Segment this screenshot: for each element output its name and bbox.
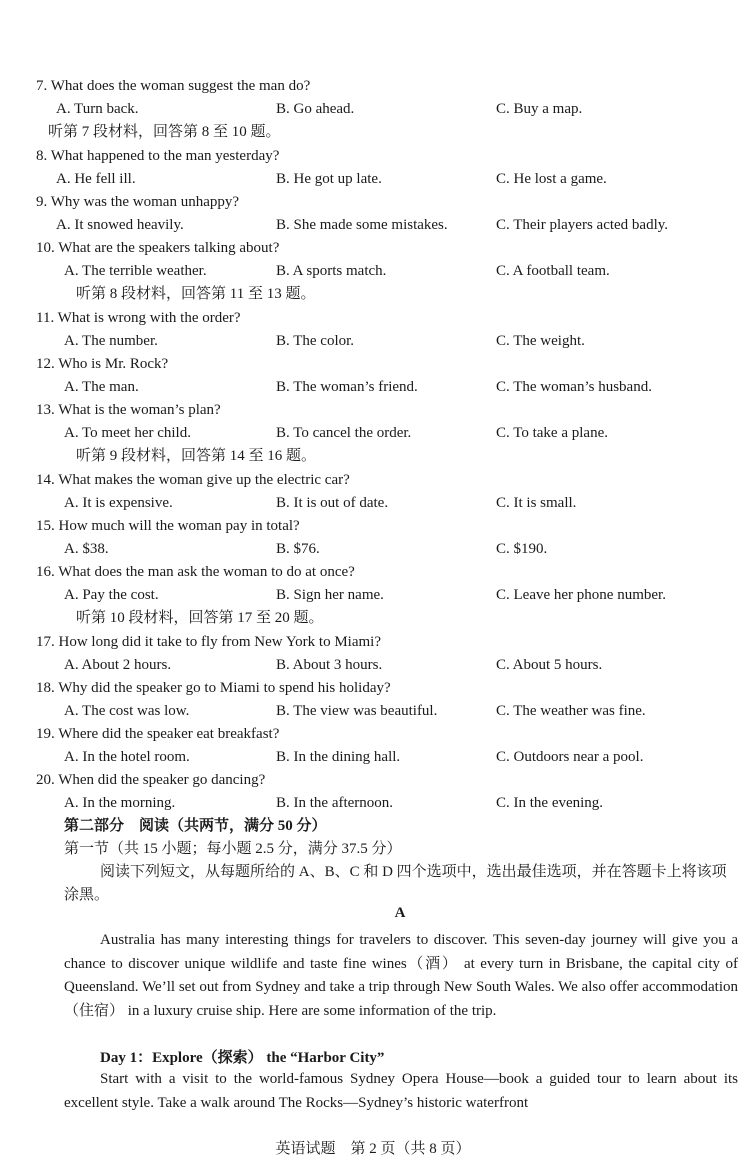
q7-option-a: A. Turn back. — [56, 101, 139, 117]
day-1-heading: Day 1：Explore（探索） the “Harbor City” — [100, 1050, 385, 1066]
section-one-title: 第一节（共 15 小题；每小题 2.5 分，满分 37.5 分） — [64, 841, 402, 857]
q10-option-b: B. A sports match. — [276, 263, 387, 279]
q20-option-a: A. In the morning. — [64, 795, 176, 811]
q8-option-c: C. He lost a game. — [496, 171, 607, 187]
q16-option-c: C. Leave her phone number. — [496, 587, 666, 603]
passage-label: A — [394, 905, 406, 921]
question-19: 19. Where did the speaker eat breakfast? — [36, 726, 280, 742]
question-16: 16. What does the man ask the woman to do at once? — [36, 564, 355, 580]
instruction-section-10: 听第 10 段材料，回答第 17 至 20 题。 — [76, 610, 324, 626]
q15-option-a: A. $38. — [64, 541, 109, 557]
q11-option-a: A. The number. — [64, 333, 158, 349]
q20-option-c: C. In the evening. — [496, 795, 604, 811]
instruction-section-9: 听第 9 段材料，回答第 14 至 16 题。 — [76, 448, 317, 464]
question-17: 17. How long did it take to fly from New York to Miami? — [36, 634, 381, 650]
q9-option-a: A. It snowed heavily. — [56, 217, 184, 233]
q15-option-c: C. $190. — [496, 541, 548, 557]
instruction-section-8: 听第 8 段材料，回答第 11 至 13 题。 — [76, 286, 316, 302]
q15-option-b: B. $76. — [276, 541, 320, 557]
q16-option-b: B. Sign her name. — [276, 587, 384, 603]
q8-option-a: A. He fell ill. — [56, 171, 136, 187]
q11-option-b: B. The color. — [276, 333, 355, 349]
reading-directions: 阅读下列短文，从每题所给的 A、B、C 和 D 四个选项中，选出最佳选项，并在答题卡上将该项涂黑。 — [64, 864, 727, 903]
question-13: 13. What is the woman’s plan? — [36, 402, 221, 418]
q14-option-a: A. It is expensive. — [64, 495, 173, 511]
part-two-title: 第二部分 阅读（共两节，满分 50 分） — [64, 818, 327, 834]
question-9: 9. Why was the woman unhappy? — [36, 194, 240, 210]
question-20: 20. When did the speaker go dancing? — [36, 772, 266, 788]
question-14: 14. What makes the woman give up the electric car? — [36, 472, 350, 488]
q10-option-a: A. The terrible weather. — [64, 263, 207, 279]
q13-option-c: C. To take a plane. — [496, 425, 608, 441]
question-12: 12. Who is Mr. Rock? — [36, 356, 169, 372]
q19-option-b: B. In the dining hall. — [276, 749, 401, 765]
q17-option-b: B. About 3 hours. — [276, 657, 383, 673]
q10-option-c: C. A football team. — [496, 263, 610, 279]
question-18: 18. Why did the speaker go to Miami to spend his holiday? — [36, 680, 391, 696]
q18-option-b: B. The view was beautiful. — [276, 703, 438, 719]
q9-option-b: B. She made some mistakes. — [276, 217, 448, 233]
q8-option-b: B. He got up late. — [276, 171, 382, 187]
q18-option-c: C. The weather was fine. — [496, 703, 646, 719]
q19-option-a: A. In the hotel room. — [64, 749, 190, 765]
passage-paragraph-1: Australia has many interesting things for travelers to discover. This seven-day journey will give you a chance to discover unique wildlife and taste fine wines（酒） at every turn in Brisbane, the capital city of Queensland. We’ll set out from Sydney and take a trip through New South Wales. We also offer accommodation（住宿） in a luxury cruise ship. Here are some information of the trip. — [64, 932, 738, 1019]
q13-option-a: A. To meet her child. — [64, 425, 191, 441]
q16-option-a: A. Pay the cost. — [64, 587, 159, 603]
instruction-section-7: 听第 7 段材料，回答第 8 至 10 题。 — [48, 124, 281, 140]
q17-option-a: A. About 2 hours. — [64, 657, 172, 673]
q12-option-b: B. The woman’s friend. — [276, 379, 418, 395]
q14-option-b: B. It is out of date. — [276, 495, 389, 511]
q7-option-b: B. Go ahead. — [276, 101, 355, 117]
question-7: 7. What does the woman suggest the man do? — [36, 78, 311, 94]
q18-option-a: A. The cost was low. — [64, 703, 190, 719]
q9-option-c: C. Their players acted badly. — [496, 217, 669, 233]
q12-option-a: A. The man. — [64, 379, 139, 395]
q12-option-c: C. The woman’s husband. — [496, 379, 652, 395]
passage-paragraph-2: Start with a visit to the world-famous Sydney Opera House—book a guided tour to learn about its excellent style. Take a walk around The Rocks—Sydney’s historic waterfront — [64, 1071, 738, 1111]
question-11: 11. What is wrong with the order? — [36, 310, 241, 326]
q7-option-c: C. Buy a map. — [496, 101, 583, 117]
q17-option-c: C. About 5 hours. — [496, 657, 603, 673]
page-footer: 英语试题 第 2 页（共 8 页） — [275, 1141, 471, 1157]
q11-option-c: C. The weight. — [496, 333, 585, 349]
question-10: 10. What are the speakers talking about? — [36, 240, 280, 256]
question-8: 8. What happened to the man yesterday? — [36, 148, 280, 164]
q13-option-b: B. To cancel the order. — [276, 425, 412, 441]
q20-option-b: B. In the afternoon. — [276, 795, 394, 811]
q19-option-c: C. Outdoors near a pool. — [496, 749, 644, 765]
question-15: 15. How much will the woman pay in total? — [36, 518, 300, 534]
q14-option-c: C. It is small. — [496, 495, 577, 511]
